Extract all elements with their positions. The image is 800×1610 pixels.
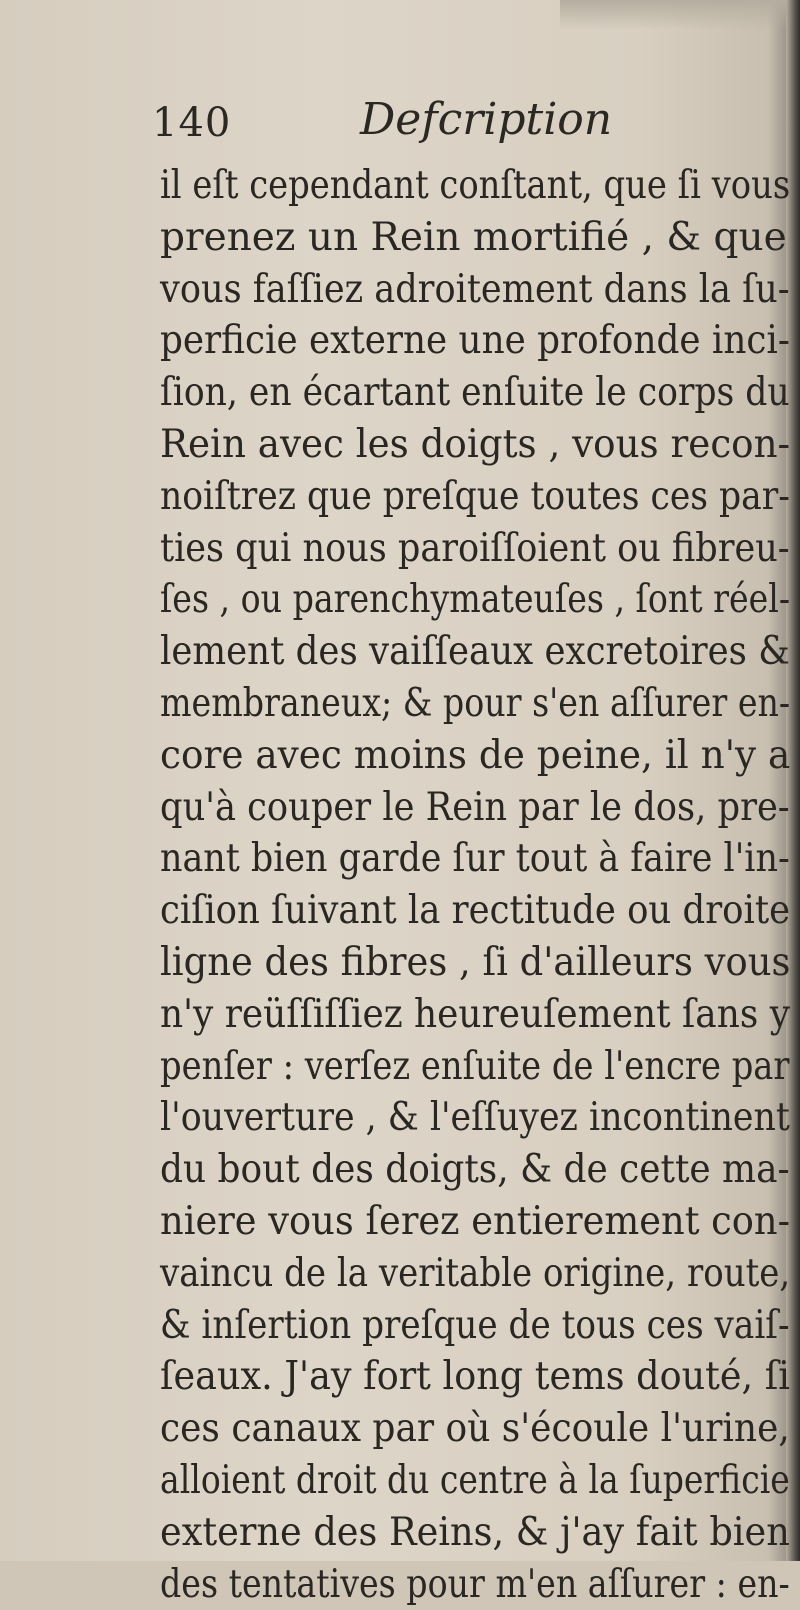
text-line: lement des vaiſſeaux excretoires & xyxy=(160,629,790,675)
text-line: penſer : verſez enſuite de l'encre par xyxy=(160,1043,790,1089)
text-line: ſeaux. J'ay fort long tems douté, ſi xyxy=(160,1354,790,1400)
text-line: perficie externe une profonde inci- xyxy=(160,318,790,364)
text-line: Rein avec les doigts , vous recon- xyxy=(160,421,791,467)
text-line: core avec moins de peine, il n'y a xyxy=(160,732,791,778)
text-line: nant bien garde ſur tout à faire l'in- xyxy=(160,836,790,882)
text-line: il eſt cependant conſtant, que ſi vous xyxy=(160,163,791,208)
text-line: qu'à couper le Rein par le dos, pre- xyxy=(160,784,790,830)
text-line: vous faſſiez adroitement dans la ſu- xyxy=(160,266,790,312)
text-line: membraneux; & pour s'en aſſurer en- xyxy=(160,680,791,726)
text-line: des tentatives pour m'en aſſurer : en- xyxy=(160,1561,790,1607)
text-line: vaincu de la veritable origine, route, xyxy=(160,1250,791,1296)
text-line: & inſertion preſque de tous ces vaiſ- xyxy=(160,1302,790,1348)
text-line: du bout des doigts, & de cette ma- xyxy=(160,1147,790,1193)
text-line: prenez un Rein mortifié , & que xyxy=(160,214,787,260)
text-line: ſes , ou parenchymateuſes , ſont réel- xyxy=(160,577,791,623)
running-title: Defcription xyxy=(360,94,613,145)
page-top-shadow xyxy=(560,0,800,30)
page-number: 140 xyxy=(152,100,232,146)
text-line: noiſtrez que preſque toutes ces par- xyxy=(160,473,790,519)
body-text xyxy=(160,160,790,1610)
text-line: ties qui nous paroiſſoient ou fibreu- xyxy=(160,525,790,571)
text-line: ligne des fibres , ſi d'ailleurs vous xyxy=(160,939,791,985)
text-line: n'y reüſſiſſiez heureuſement ſans y xyxy=(160,991,790,1037)
text-line: ſion, en écartant enſuite le corps du xyxy=(160,370,790,416)
text-line: externe des Reins, & j'ay fait bien xyxy=(160,1509,790,1555)
text-line: niere vous ſerez entierement con- xyxy=(160,1198,791,1244)
text-line: alloient droit du centre à la ſuperficie xyxy=(160,1457,790,1503)
text-line: ces canaux par où s'écoule l'urine, xyxy=(160,1406,790,1452)
text-line: l'ouverture , & l'eſſuyez incontinent xyxy=(160,1095,790,1141)
text-line: ciſion ſuivant la rectitude ou droite xyxy=(160,888,791,934)
